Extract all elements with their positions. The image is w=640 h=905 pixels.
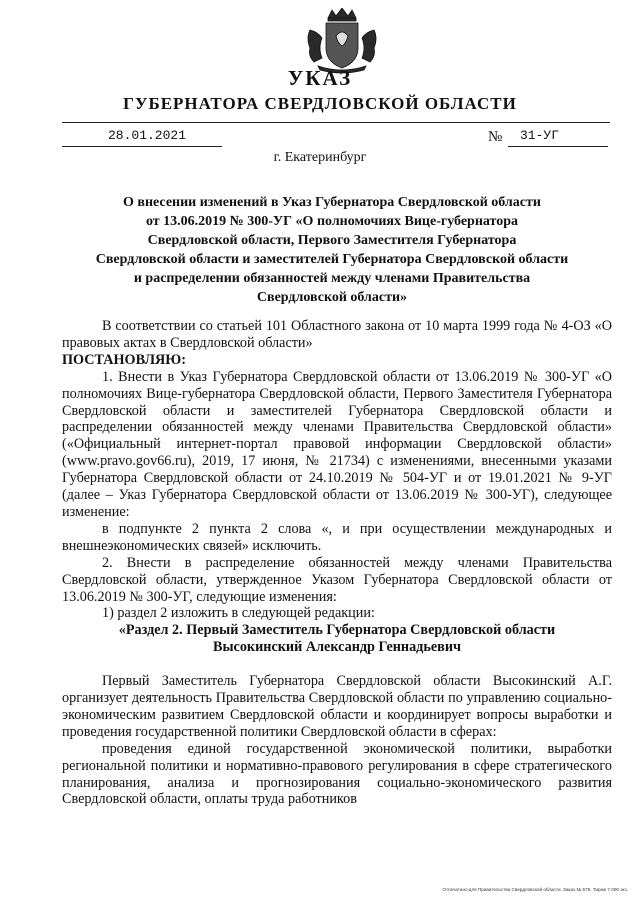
title-line: Свердловской области, Первого Заместителя Губернатора <box>147 233 517 248</box>
title-line: Свердловской области и заместителей Губернатора Свердловской области <box>95 252 569 267</box>
item-2-subparagraph: 1) раздел 2 изложить в следующей редакции: <box>102 605 375 622</box>
item-1-paragraph: 1. Внести в Указ Губернатора Свердловской области от 13.06.2019 № 300-УГ «О полномочиях Вице-губернатора Свердловской области, Первого Заместителя Губернатора Свердловской области и заместителей Губернатора Свердловской области и распределении обязанностей между членами Правительства Свердловской области» («Официальный интернет-портал правовой информации Свердловской области» (www.pravo.gov66.ru), 2019, 17 июня, № 21734) с изменениями, внесенными указами Губернатора Свердловской области от 24.10.2019 № 504-УГ и от 19.01.2021 № 9-УГ (далее – Указ Губернатора Свердловской области от 13.06.2019 № 300-УГ), следующее изменение: <box>62 368 612 520</box>
document-type-title: УКАЗ <box>287 66 353 90</box>
date-underline <box>62 146 222 147</box>
document-city: г. Екатеринбург <box>273 150 367 165</box>
title-line: и распределении обязанностей между членами Правительства <box>133 271 531 286</box>
document-number: 31-УГ <box>520 128 560 143</box>
title-line: Свердловской области» <box>256 290 408 305</box>
item-1-subparagraph: в подпункте 2 пункта 2 слова «, и при осуществлении международных и внешнеэкономических связей» исключить. <box>62 520 612 554</box>
title-line: от 13.06.2019 № 300-УГ «О полномочиях Вице-губернатора <box>145 214 519 229</box>
coat-of-arms-emblem <box>302 8 382 74</box>
number-underline <box>508 146 608 147</box>
title-line: О внесении изменений в Указ Губернатора Свердловской области <box>123 195 541 210</box>
document-body <box>62 318 612 808</box>
number-label: № <box>488 129 503 145</box>
document-title <box>62 193 602 307</box>
preamble-paragraph: В соответствии со статьей 101 Областного закона от 10 марта 1999 года № 4-ОЗ «О правовых актах в Свердловской области» <box>62 318 612 351</box>
print-footer: Отпечатано для Правительства Свердловской области. Заказ № 575. Тираж 7 000 экз. <box>442 887 628 892</box>
duties-list-paragraph: проведения единой государственной экономической политики, выработки региональной политики и нормативно-правового регулирования в сфере стратегического планирования, анализа и прогнозирования социально-экономического развития Свердловской области, оплаты труда работников <box>62 740 612 808</box>
paragraph-gap <box>62 656 612 673</box>
header-rule <box>62 122 610 123</box>
section-heading-name: Высокинский Александр Геннадьевич <box>213 639 461 656</box>
item-2-paragraph: 2. Внести в распределение обязанностей между членами Правительства Свердловской области, утвержденное Указом Губернатора Свердловской области от 13.06.2019 № 300-УГ, следующие изменения: <box>62 554 612 605</box>
section-heading: «Раздел 2. Первый Заместитель Губернатора Свердловской области <box>118 622 556 639</box>
decree-word: ПОСТАНОВЛЯЮ: <box>62 351 187 368</box>
document-date: 28.01.2021 <box>108 128 187 143</box>
issuer-title: ГУБЕРНАТОРА СВЕРДЛОВСКОЙ ОБЛАСТИ <box>123 94 517 113</box>
duties-paragraph: Первый Заместитель Губернатора Свердловской области Высокинский А.Г. организует деятельность Правительства Свердловской области по управлению социально-экономическим развитием Свердловской области и координирует вопросы выработки и проведения государственной политики Свердловской области в сферах: <box>62 673 612 740</box>
